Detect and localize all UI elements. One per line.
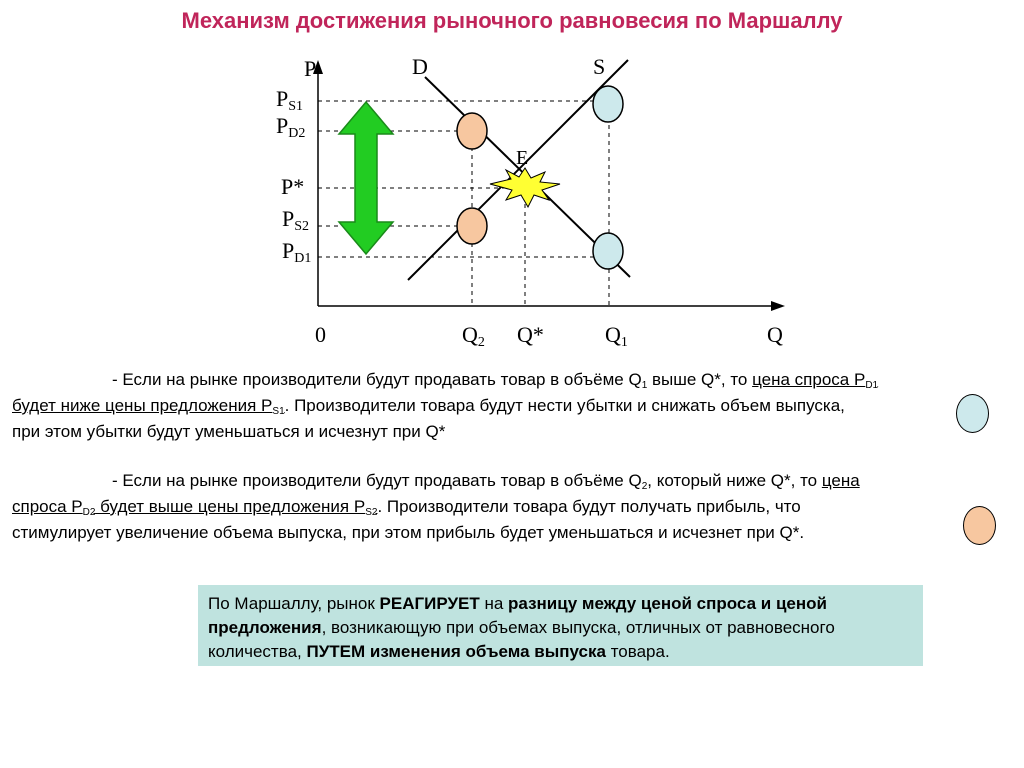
slide-title: Механизм достижения рыночного равновесия по Маршаллу — [181, 8, 843, 33]
oval-ps2 — [457, 208, 487, 244]
label-p-star: P* — [281, 174, 305, 199]
label-supply: S — [593, 54, 606, 79]
green-double-arrow — [339, 102, 393, 254]
paragraph-shortage: - Если на рынке производители будут продавать товар в объёме $Q_2$, который ниже Q*, то цена спроса $P_{D2}$ будет выше цены предложения $P_{S2}$. Производители товара будут получать прибыль, что стимулирует увеличение объема выпуска, при этом прибыль будет уменьшаться и исчезнет при Q*. — [12, 471, 860, 542]
supply-demand-diagram — [0, 0, 1024, 360]
label-pd2: PD2 — [276, 113, 306, 141]
paragraph-surplus: - Если на рынке производители будут продавать товар в объёме $Q_1$ выше Q*, то цена спроса $P_{D1}$ будет ниже цены предложения $P_{S1}$. Производители товара будут нести убытки и снижать объем выпуска, при этом убытки будут уменьшаться и исчезнут при Q* — [12, 370, 879, 441]
oval-pd1 — [593, 233, 623, 269]
marshall-summary-box: По Маршаллу, рынок РЕАГИРУЕТ на разницу между ценой спроса и ценой предложения, возникающую при объемах выпуска, отличных от равновесного количества, ПУТЕМ изменения объема выпуска товара. — [198, 585, 923, 666]
label-q1: Q1 — [605, 322, 628, 350]
label-q-star: Q* — [517, 322, 544, 347]
label-p-axis: P — [304, 56, 317, 81]
label-ps2: PS2 — [282, 206, 310, 234]
label-equilibrium: E — [516, 147, 529, 169]
label-demand: D — [412, 54, 428, 79]
q-axis-arrowhead — [771, 301, 785, 311]
blue-side-oval — [956, 394, 989, 433]
label-q2: Q2 — [462, 322, 485, 350]
oval-pd2 — [457, 113, 487, 149]
label-pd1: PD1 — [282, 238, 312, 266]
label-origin: 0 — [315, 322, 326, 347]
orange-side-oval — [963, 506, 996, 545]
label-q-axis: Q — [767, 322, 783, 347]
label-ps1: PS1 — [276, 86, 304, 114]
oval-ps1 — [593, 86, 623, 122]
